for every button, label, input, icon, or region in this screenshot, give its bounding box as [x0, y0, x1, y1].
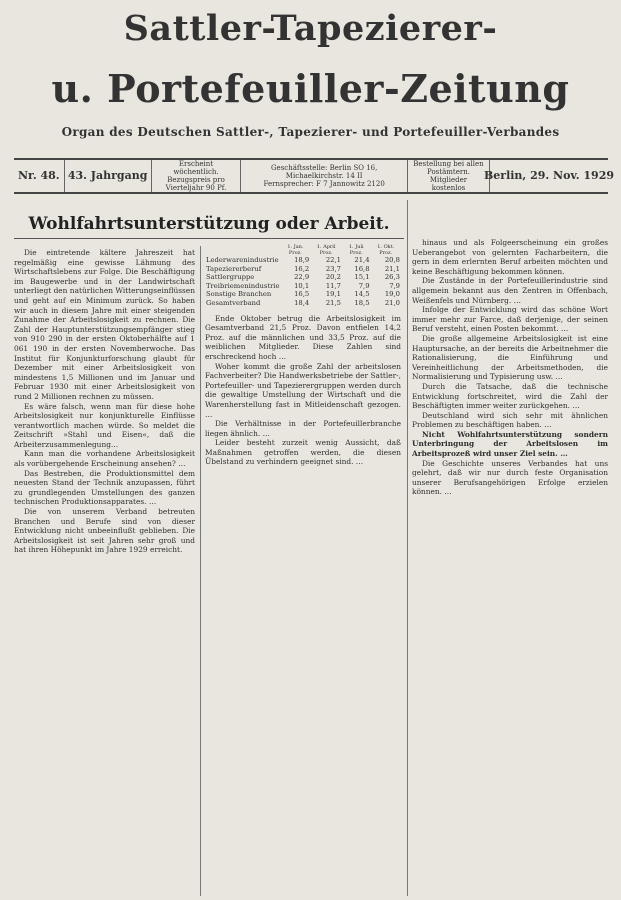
table-cell: 10,1: [294, 281, 310, 290]
table-cell: 7,9: [389, 281, 400, 290]
table-cell: 15,1: [354, 273, 370, 282]
column-2-paragraph: Die Verhältnisse in der Portefeuillerbranche liegen ähnlich. …: [205, 419, 401, 438]
column-2-paragraph: Ende Oktober betrug die Arbeitslosigkeit im Gesamtverband 21,5 Proz. Davon entfielen 14,2 Proz. auf die männlichen und 33,5 Proz. auf die weiblichen Mitglieder. Diese Zahlen sind erschreckend hoch …: [205, 313, 401, 361]
row-label: Gesamtverband: [206, 298, 261, 307]
column-divider-2: [407, 200, 408, 896]
table-row: [205, 299, 401, 308]
table-header: 1. Okt. Proz.: [377, 244, 395, 256]
table-cell: 21,4: [354, 256, 370, 264]
table-header: 1. Jan. Proz.: [287, 244, 304, 256]
table-cell: 18,4: [294, 298, 310, 307]
unemployment-table: [205, 244, 401, 308]
table-cell: 22,9: [294, 273, 310, 282]
article-column-1: [14, 248, 195, 896]
table-cell: 18,5: [354, 298, 370, 307]
column-2-paragraph: Leider besteht zurzeit wenig Aussicht, daß Maßnahmen getroffen werden, die diesen Übelstand zu verhindern geeignet sind. …: [205, 438, 401, 467]
subscription-info: Erscheint wöchentlich. Bezugspreis pro Vierteljahr 90 Pf.: [151, 160, 241, 192]
office-info: [240, 160, 407, 192]
column-1-paragraph: Die eintretende kältere Jahreszeit hat regelmäßig eine gewisse Lähmung des Wirtschaftslebens zur Folge. Die Beschäftigung im Baugewerbe und in der Landwirtschaft unterliegt den natürlichen Witterungseinflüssen und geht auf ein Minimum zurück. So haben wir auch in diesem Jahre mit einer steigenden Zunahme der Arbeitslosigkeit zu rechnen. Die Zahl der Hauptunterstützungsempfänger stieg von 910 290 in der ersten Oktoberhälfte auf 1 061 190 in der ersten Novemberwoche. Das Institut für Konjunkturforschung glaubt für Dezember mit einer Arbeitslosigkeit von mindestens 1,5 Millionen und im Januar und Februar 1930 mit einer Arbeitslosigkeit von rund 2 Millionen rechnen zu müssen.: [14, 248, 195, 401]
column-3-paragraph: Durch die Tatsache, daß die technische Entwicklung fortschreitet, wird die Zahl der Beschäftigten immer weiter zurückgehen. …: [412, 381, 608, 411]
column-3-paragraph: hinaus und als Folgeerscheinung ein großes Ueberangebot von gelernten Facharbeitern, die gern in dem erlernten Beruf arbeiten möchten und keine Beschäftigung bekommen können.: [412, 238, 608, 276]
table-header: 1. Juli Proz.: [348, 244, 364, 256]
table-cell: 7,9: [358, 281, 370, 290]
column-3-paragraph: Die große allgemeine Arbeitslosigkeit ist eine Hauptursache, an der bereits die Arbeitnehmer die Rationalisierung, die Einführung und Vereinheitlichung der Arbeitsmethoden, die Normalisierung und Typisierung usw. …: [412, 333, 608, 382]
table-cell: 22,1: [325, 256, 341, 264]
table-row: [205, 256, 401, 265]
column-3-paragraph: Die Geschichte unseres Verbandes hat uns gelehrt, daß wir nur durch feste Organisation unserer Berufsangehörigen Erfolge erzielen können. …: [412, 458, 608, 497]
article-headline: Wohlfahrtsunterstützung oder Arbeit.: [28, 214, 390, 234]
table-row: [205, 273, 401, 282]
column-3-paragraph: Infolge der Entwicklung wird das schöne Wort immer mehr zur Farce, daß derjenige, der seinen Beruf versteht, einen Posten bekommt. …: [412, 305, 608, 334]
table-cell: 18,9: [294, 256, 310, 264]
table-cell: 20,8: [384, 256, 400, 264]
table-cell: 23,7: [325, 264, 341, 273]
table-cell: 19,1: [325, 290, 341, 299]
table-header: 1. April Proz.: [316, 244, 336, 256]
table-cell: 26,3: [384, 273, 400, 282]
table-cell: 16,5: [294, 290, 310, 299]
table-cell: 19,0: [384, 290, 400, 299]
column-3-paragraph: Deutschland wird sich sehr mit ähnlichen Problemen zu beschäftigen haben. …: [412, 410, 608, 430]
column-3-paragraph: Die Zustände in der Portefeuillerindustrie sind allgemein bekannt aus den Zentren in Offenbach, Weißenfels und Nürnberg. …: [412, 276, 608, 305]
table-cell: 20,2: [325, 273, 341, 282]
table-cell: 11,7: [325, 281, 341, 290]
table-cell: 21,1: [384, 264, 400, 273]
column-1-paragraph: Die von unserem Verband betreuten Branchen und Berufe sind von dieser Entwicklung nicht unbeeinflußt geblieben. Die Arbeitslosigkeit ist seit Jahren sehr groß und hat ihren Höhepunkt im Jahre 1929 erreicht.: [14, 507, 195, 555]
row-label: Tapeziererberuf: [206, 264, 262, 273]
issue-date: Berlin, 29. Nov. 1929: [489, 160, 608, 192]
order-info: Bestellung bei allen Postämtern. Mitglieder kostenlos: [407, 160, 489, 192]
article-column-2: [205, 244, 401, 896]
table-cell: 21,5: [325, 298, 341, 307]
volume-year: 43. Jahrgang: [64, 160, 151, 192]
row-label: Lederwarenindustrie: [206, 256, 279, 264]
table-header-row: [205, 244, 401, 256]
row-label: Sonstige Branchen: [206, 290, 272, 299]
article-column-3: [412, 238, 608, 896]
masthead-line-1: Sattler-Tapezierer-: [123, 8, 498, 49]
office-phone: Fernsprecher: F 7 Jannowitz 2120: [263, 180, 385, 189]
masthead-subtitle: Organ des Deutschen Sattler-, Tapezierer- und Portefeuiller-Verbandes: [61, 125, 560, 139]
table-cell: 14,5: [354, 290, 370, 299]
column-3-emphasis-paragraph: Nicht Wohlfahrtsunterstützung sondern Unterbringung der Arbeitslosen im Arbeitsprozeß wird unser Ziel sein. …: [412, 429, 608, 459]
table-row: [205, 282, 401, 291]
info-bar: [14, 158, 615, 194]
table-header-empty: [205, 244, 281, 256]
column-1-paragraph: Kann man die vorhandene Arbeitslosigkeit als vorübergehende Erscheinung ansehen? …: [14, 449, 195, 469]
column-1-paragraph: Es wäre falsch, wenn man für diese hohe Arbeitslosigkeit nur konjunkturelle Einflüsse verantwortlich machen würde. So meldet die Zeitschrift »Stahl und Eisen«, daß die Arbeiterzusammenlegung…: [14, 401, 195, 449]
table-cell: 16,8: [354, 264, 370, 273]
headline-rule: [14, 238, 404, 239]
issue-number: Nr. 48.: [18, 168, 60, 182]
table-row: [205, 265, 401, 274]
column-2-paragraph: Woher kommt die große Zahl der arbeitslosen Fachverbeiter? Die Handwerksbetriebe der Sattler-, Portefeuiller- und Tapezierergruppen werden durch die gewaltige Umstellung der Wirtschaft und die Warenherstellung fast in Mitleidenschaft gezogen. …: [205, 361, 401, 419]
table-row: [205, 290, 401, 299]
masthead-line-2: u. Portefeuiller-Zeitung: [51, 66, 570, 111]
table-cell: 21,0: [384, 298, 400, 307]
column-divider-1: [200, 246, 201, 896]
row-label: Sattlergruppe: [206, 273, 255, 282]
table-cell: 16,2: [294, 264, 310, 273]
row-label: Treibriemenindustrie: [206, 281, 280, 290]
office-address: Geschäftsstelle: Berlin SO 16, Michaelkirchstr. 14 II: [270, 163, 378, 180]
column-1-paragraph: Das Bestreben, die Produktionsmittel dem neuesten Stand der Technik anzupassen, führt zu grundlegenden Umstellungen des ganzen technischen Produktionsapparates. …: [14, 468, 195, 507]
